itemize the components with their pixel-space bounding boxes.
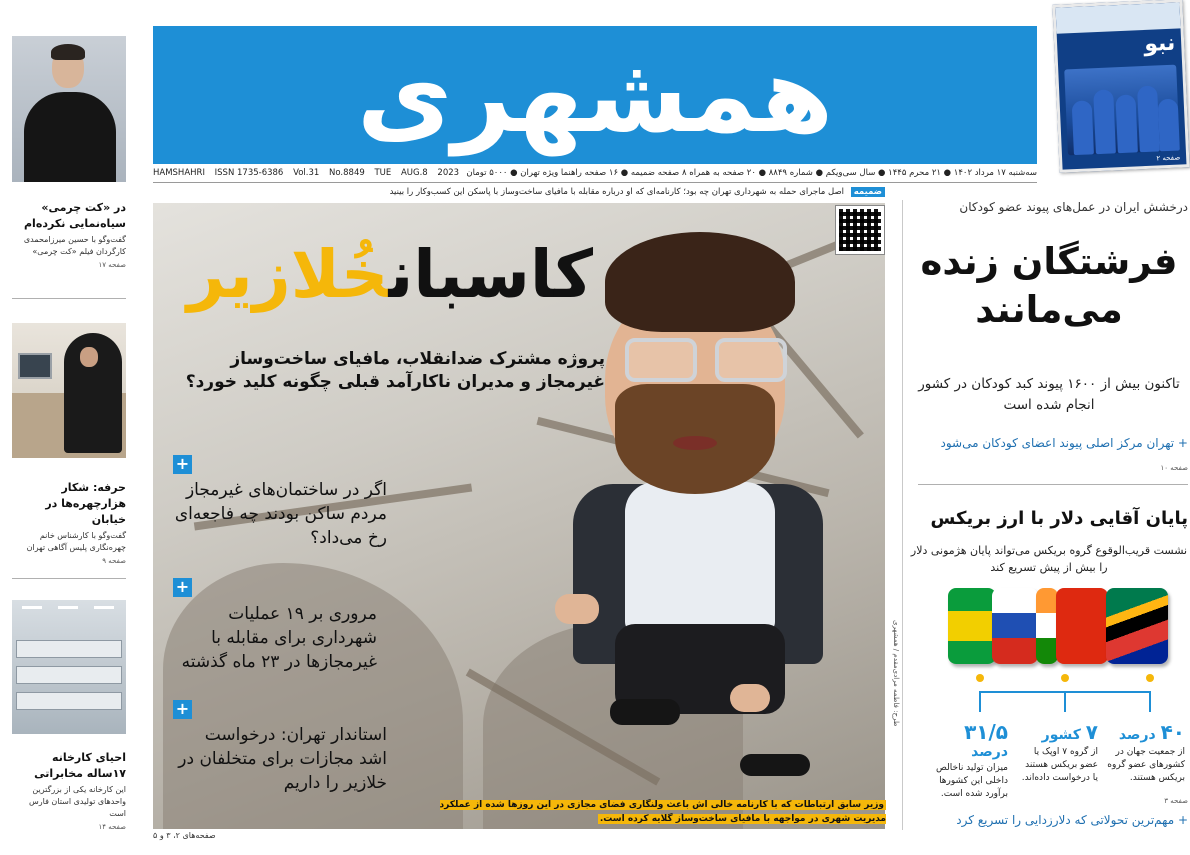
date-en: AUG.8: [400, 168, 428, 178]
weekday: TUE: [374, 168, 392, 178]
issn: ISSN 1735-6386: [214, 168, 284, 178]
left-divider: [12, 578, 126, 579]
magazine-cover-page: صفحه ۲: [1156, 153, 1181, 163]
right-story-1-link[interactable]: + تهران مرکز اصلی پیوند اعضای کودکان می‌شود: [940, 436, 1188, 450]
left-story-2[interactable]: [12, 480, 126, 565]
brics-logo: [948, 588, 1170, 668]
brics-stat-3-value: ۳۱/۵ درصد: [964, 720, 1008, 760]
left-story-1[interactable]: [12, 200, 126, 269]
right-story-2-link[interactable]: + مهم‌ترین تحولاتی که دلارزدایی را تسریع کرد: [956, 813, 1188, 827]
left-story-3-page: صفحه ۱۴: [98, 823, 126, 831]
main-headline: [175, 236, 605, 334]
brics-connector-lines: [960, 672, 1170, 712]
main-story-kicker-text: اصل ماجرای حمله به شهرداری تهران چه بود؛ کارنامه‌ای که او درباره مقابله با مافیای ساخت‌وساز با پاسکن این کسب‌وکار را بینید: [389, 187, 845, 197]
brics-stat-3-text: میزان تولید ناخالص داخلی این کشورها برآورد شده است.: [936, 763, 1008, 799]
right-story-1-page: صفحه ۱۰: [1160, 464, 1188, 472]
left-story-1-photo: [12, 36, 126, 182]
magazine-cover-band: [1056, 2, 1181, 33]
brics-letter-b: [948, 588, 996, 664]
right-story-1-deck: تاکنون بیش از ۱۶۰۰ پیوند کبد کودکان در کشور انجام شده است: [918, 376, 1180, 413]
left-divider: [12, 298, 126, 299]
main-bullet-1: اگر در ساختمان‌های غیرمجاز مردم ساکن بودند چه فاجعه‌ای رخ می‌داد؟: [174, 480, 387, 548]
year-en: 2023: [437, 168, 460, 178]
left-story-3[interactable]: [12, 750, 126, 831]
main-photo-caption-text: وزیر سابق ارتباطات که با کارنامه خالی اش باعث ولنگاری فضای مجازی در این روزها شده از عملکرد مدیریت شهری در مواجهه با مافیای ساخت‌وساز گلایه کرده است.: [439, 800, 886, 824]
masthead: [153, 26, 1037, 164]
main-bullet-2: مروری بر ۱۹ عملیات شهرداری برای مقابله با غیرمجازها در ۲۳ ماه گذشته: [181, 604, 377, 672]
main-photo-caption: [418, 798, 886, 828]
column-divider: [902, 200, 903, 830]
brics-letter-c: [1056, 588, 1108, 664]
brics-stat-1: [1105, 720, 1185, 785]
main-headline-part-2: خُلازیر: [186, 236, 389, 313]
qr-code[interactable]: [836, 206, 884, 254]
left-story-1-title: در «کت چرمی» سیاه‌نمایی نکرده‌ام: [24, 201, 126, 230]
masthead-title: همشهری: [356, 34, 834, 156]
latin-name: HAMSHAHRI: [153, 168, 205, 178]
masthead-divider: [153, 182, 1037, 183]
brics-letter-s: [1106, 588, 1168, 664]
right-story-1-kicker: درخشش ایران در عمل‌های پیوند عضو کودکان: [959, 200, 1188, 214]
brics-stat-1-value: ۴۰ درصد: [1118, 720, 1185, 744]
brics-letter-r: [992, 588, 1038, 664]
right-divider: [918, 484, 1188, 485]
magazine-cover-thumbnail[interactable]: [1052, 0, 1189, 173]
volume: Vol.31: [293, 168, 320, 178]
left-story-2-page: صفحه ۹: [102, 557, 126, 565]
masthead-info-latin: [153, 168, 466, 178]
left-story-3-text: این کارخانه یکی از بزرگترین واحدهای تولیدی استان فارس است: [29, 785, 126, 818]
brics-stat-2-text: از گروه ۷ اوپک یا عضو بریکس هستند یا درخواست داده‌اند.: [1021, 747, 1098, 783]
plus-icon: +: [173, 700, 192, 719]
right-story-2-deck: نشست قریب‌الوقوع گروه بریکس می‌تواند پایان هژمونی دلار را بیش از پیش تسریع کند: [910, 544, 1188, 574]
main-story-kicker-badge: ضمیمه: [851, 187, 885, 197]
plus-icon: +: [173, 455, 192, 474]
magazine-cover-title: نبو: [1143, 30, 1176, 57]
left-story-2-photo: [12, 323, 126, 458]
main-headline-part-1: کاسبان: [388, 236, 594, 313]
main-bullet-3: استاندار تهران: درخواست اشد مجازات برای متخلفان در خلازیر را داریم: [178, 725, 387, 793]
right-story-2-headline[interactable]: پایان آقایی دلار با ارز بریکس: [930, 508, 1188, 529]
masthead-info-persian: سه‌شنبه ۱۷ مرداد ۱۴۰۲ ● ۲۱ محرم ۱۴۴۵ ● سال سی‌ویکم ● شماره ۸۸۴۹ ● ۲۰ صفحه به همراه ۸ صفحه ضمیمه ● ۱۶ صفحه راهنما ویژه تهران ● ۵۰۰۰ تومان: [466, 168, 1037, 178]
left-story-1-page: صفحه ۱۷: [98, 261, 126, 269]
masthead-info-bar: [153, 166, 1037, 182]
main-subhead: پروژه مشترک ضدانقلاب، مافیای ساخت‌وساز غیرمجاز و مدیران ناکارآمد قبلی چگونه کلید خورد؟: [185, 349, 605, 392]
right-story-2-page: صفحه ۳: [1164, 797, 1188, 805]
main-story-kicker: [153, 187, 885, 201]
plus-icon: +: [173, 578, 192, 597]
issue-number: No.8849: [329, 168, 365, 178]
left-story-3-title: احیای کارخانه ۱۷ساله مخابراتی: [34, 751, 126, 780]
brics-letter-i: [1036, 588, 1058, 664]
photo-credit: طرح: فاطمه مرادی‌مقدم / همشهری: [892, 620, 900, 727]
left-story-2-text: گفت‌وگو با کارشناس خانم چهره‌نگاری پلیس آگاهی تهران: [26, 531, 126, 552]
brics-stat-3: [928, 720, 1008, 801]
main-story-pages: صفحه‌های ۲، ۳ و ۵: [153, 831, 216, 840]
brics-stat-2: [1018, 720, 1098, 785]
right-story-1-headline[interactable]: فرشتگان زنده می‌مانند: [920, 240, 1178, 331]
left-story-3-photo: [12, 600, 126, 734]
magazine-cover-photo: [1064, 65, 1180, 156]
left-story-1-text: گفت‌وگو با حسین میرزامحمدی کارگردان فیلم «کت چرمی»: [23, 235, 126, 256]
brics-stat-1-text: از جمعیت جهان در کشورهای عضو گروه بریکس هستند.: [1107, 747, 1185, 783]
left-story-2-title: حرفه: شکار هزارچهره‌ها در خیابان: [45, 481, 126, 526]
brics-stat-2-value: ۷ کشور: [1041, 720, 1098, 744]
